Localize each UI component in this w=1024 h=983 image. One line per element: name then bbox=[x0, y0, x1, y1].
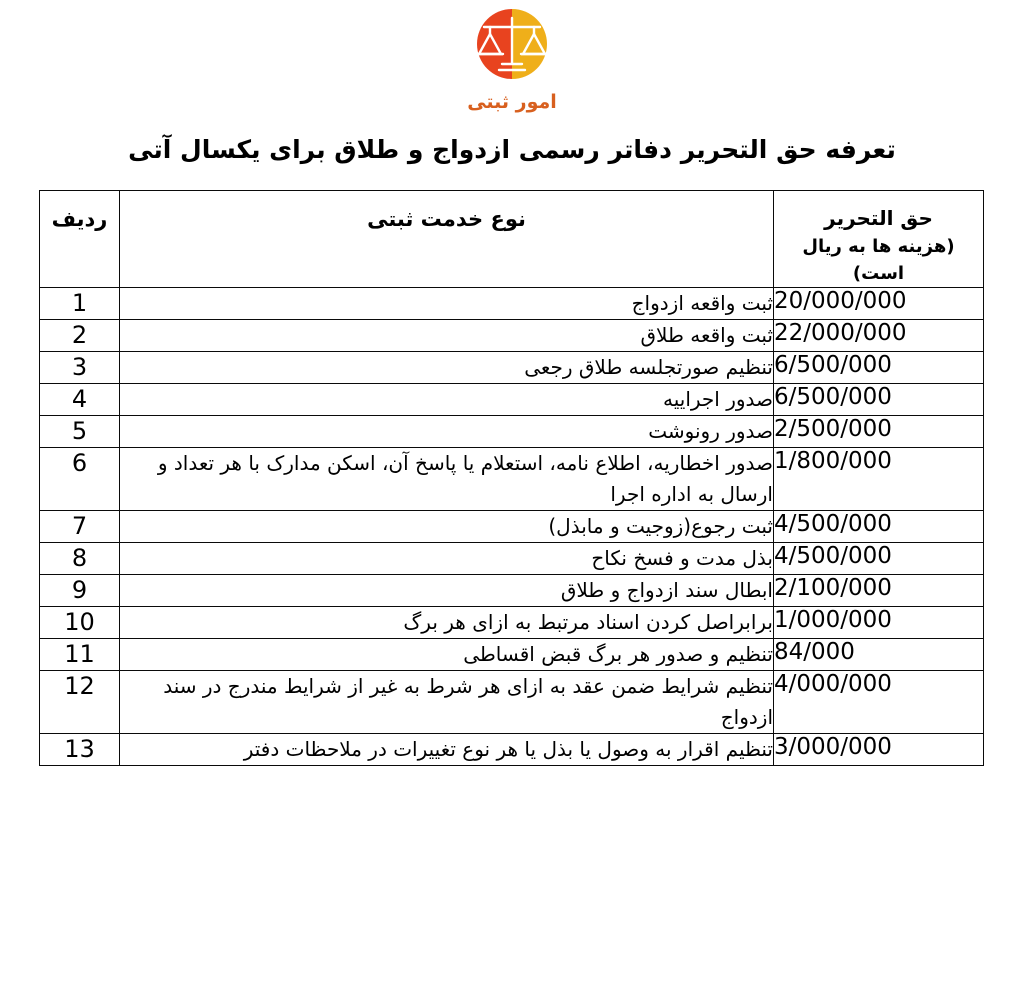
cell-fee: 4/500/000 bbox=[774, 543, 984, 575]
cell-fee: 4/000/000 bbox=[774, 671, 984, 734]
cell-service: تنظیم اقرار به وصول یا بذل یا هر نوع تغییرات در ملاحظات دفتر bbox=[120, 734, 774, 766]
cell-service: ثبت واقعه طلاق bbox=[120, 320, 774, 352]
table-header-row bbox=[40, 191, 984, 288]
page-title: تعرفه حق التحریر دفاتر رسمی ازدواج و طلاق برای یکسال آتی bbox=[128, 135, 896, 164]
cell-fee: 4/500/000 bbox=[774, 511, 984, 543]
column-header-fee-main: حق التحریر bbox=[824, 206, 933, 230]
cell-index: 4 bbox=[40, 384, 120, 416]
table-row bbox=[40, 671, 984, 734]
table-row bbox=[40, 288, 984, 320]
cell-fee: 1/800/000 bbox=[774, 448, 984, 511]
cell-index: 9 bbox=[40, 575, 120, 607]
cell-service: بذل مدت و فسخ نکاح bbox=[120, 543, 774, 575]
table-row bbox=[40, 734, 984, 766]
cell-index: 8 bbox=[40, 543, 120, 575]
cell-fee: 3/000/000 bbox=[774, 734, 984, 766]
cell-index: 5 bbox=[40, 416, 120, 448]
cell-service: صدور اجراییه bbox=[120, 384, 774, 416]
column-header-fee bbox=[774, 191, 984, 288]
cell-fee: 20/000/000 bbox=[774, 288, 984, 320]
column-header-index bbox=[40, 191, 120, 288]
table-row bbox=[40, 448, 984, 511]
tariff-table bbox=[39, 190, 984, 766]
cell-index: 2 bbox=[40, 320, 120, 352]
table-row bbox=[40, 416, 984, 448]
cell-fee: 2/100/000 bbox=[774, 575, 984, 607]
cell-service: تنظیم صورتجلسه طلاق رجعی bbox=[120, 352, 774, 384]
table-row bbox=[40, 575, 984, 607]
table-row bbox=[40, 320, 984, 352]
cell-service: تنظیم و صدور هر برگ قبض اقساطی bbox=[120, 639, 774, 671]
cell-index: 3 bbox=[40, 352, 120, 384]
cell-index: 7 bbox=[40, 511, 120, 543]
table-row bbox=[40, 543, 984, 575]
cell-index: 12 bbox=[40, 671, 120, 734]
cell-service: برابراصل کردن اسناد مرتبط به ازای هر برگ bbox=[120, 607, 774, 639]
column-header-fee-sub: (هزینه ها به ریال است) bbox=[802, 236, 955, 284]
table-row bbox=[40, 384, 984, 416]
table-row bbox=[40, 352, 984, 384]
table-row bbox=[40, 639, 984, 671]
column-header-service-label: نوع خدمت ثبتی bbox=[367, 207, 526, 231]
cell-service: صدور رونوشت bbox=[120, 416, 774, 448]
scales-of-justice-logo bbox=[470, 8, 554, 86]
cell-service: ابطال سند ازدواج و طلاق bbox=[120, 575, 774, 607]
table-row bbox=[40, 511, 984, 543]
cell-index: 1 bbox=[40, 288, 120, 320]
cell-index: 10 bbox=[40, 607, 120, 639]
cell-fee: 84/000 bbox=[774, 639, 984, 671]
column-header-index-label: ردیف bbox=[51, 207, 108, 231]
scales-of-justice-icon bbox=[470, 8, 554, 86]
cell-index: 6 bbox=[40, 448, 120, 511]
tariff-table-container bbox=[40, 190, 984, 766]
cell-fee: 6/500/000 bbox=[774, 352, 984, 384]
column-header-service bbox=[120, 191, 774, 288]
cell-fee: 22/000/000 bbox=[774, 320, 984, 352]
cell-service: ثبت رجوع(زوجیت و مابذل) bbox=[120, 511, 774, 543]
table-head bbox=[40, 191, 984, 288]
cell-service: صدور اخطاریه، اطلاع نامه، استعلام یا پاسخ آن، اسکن مدارک با هر تعداد و ارسال به اداره اجرا bbox=[120, 448, 774, 511]
table-body bbox=[40, 288, 984, 766]
cell-fee: 1/000/000 bbox=[774, 607, 984, 639]
cell-index: 13 bbox=[40, 734, 120, 766]
cell-index: 11 bbox=[40, 639, 120, 671]
logo-caption: امور ثبتی bbox=[467, 91, 557, 113]
table-row bbox=[40, 607, 984, 639]
cell-fee: 2/500/000 bbox=[774, 416, 984, 448]
cell-service: تنظیم شرایط ضمن عقد به ازای هر شرط به غیر از شرایط مندرج در سند ازدواج bbox=[120, 671, 774, 734]
cell-fee: 6/500/000 bbox=[774, 384, 984, 416]
cell-service: ثبت واقعه ازدواج bbox=[120, 288, 774, 320]
logo-block bbox=[0, 0, 1024, 117]
